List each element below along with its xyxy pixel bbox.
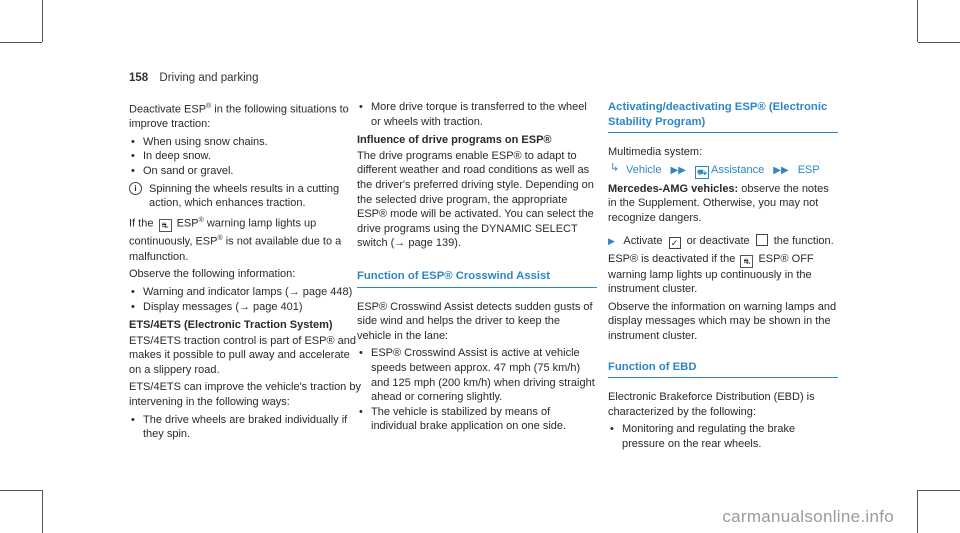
traction-list (357, 100, 597, 129)
crosswind-list (357, 346, 597, 434)
activate-instruction: ▶ Activate ✓ or deactivate the function. (608, 234, 834, 248)
crop-mark (917, 0, 918, 42)
esp-off-paragraph: ESP® is deactivated if the ⛐ ESP® OFF warning lamp lights up continuously in the instrument cluster. (608, 252, 814, 296)
chevron-double-icon: ▶▶ (773, 164, 789, 176)
influence-heading: Influence of drive programs on ESP® (357, 134, 552, 147)
list-item: • ESP® Crosswind Assist is active at vehicle speeds between approx. 47 mph (75 km/h) and 125 mph (200 km/h) when driving straight ahead or cornering slightly. (357, 346, 597, 404)
observe-text: Observe the following information: (129, 268, 296, 281)
action-arrow-icon: ▶ (608, 235, 615, 246)
vehicle-icon: ⛟ (696, 167, 708, 177)
path-esp[interactable]: ESP (797, 163, 820, 176)
warning-paragraph: If the ⛐ ESP® warning lamp lights up continuously, ESP® is not available due to a malfunction. (129, 216, 342, 263)
esp-warning-icon: ⛐ (159, 219, 172, 232)
ets-paragraph-2: ETS/4ETS can improve the vehicle's traction by intervening in the following ways: (129, 381, 361, 409)
multimedia-label: Multimedia system: (608, 146, 703, 159)
list-item: • When using snow chains. (129, 135, 365, 150)
ets-list (129, 413, 365, 442)
crosswind-paragraph: ESP® Crosswind Assist detects sudden gusts of side wind and helps the driver to keep the vehicle in the lane: (357, 300, 593, 342)
crop-mark (918, 490, 960, 491)
path-arrow-icon: ↳ (610, 161, 620, 174)
page-number: 158 (129, 72, 149, 84)
ebd-heading: Function of EBD (608, 360, 838, 379)
checkbox-checked-icon[interactable]: ✓ (669, 237, 681, 249)
observe-paragraph: Observe the information on warning lamps and display messages which may be shown in the instrument cluster. (608, 300, 837, 342)
watermark: carmanualsonline.info (722, 507, 894, 526)
chevron-double-icon: ▶▶ (670, 164, 686, 176)
list-item: • Monitoring and regulating the brake pressure on the rear wheels. (608, 422, 838, 451)
intro-paragraph: Deactivate ESP® in the following situations to improve traction: (129, 103, 349, 131)
esp-off-icon: ⛐ (740, 255, 753, 268)
ebd-list (608, 422, 838, 451)
page-header (129, 72, 258, 84)
info-note: i Spinning the wheels results in a cutting action, which enhances traction. (129, 182, 365, 211)
section-title: Driving and parking (159, 72, 259, 84)
column-3 (608, 100, 838, 455)
crop-mark (42, 0, 43, 42)
ets-paragraph-1: ETS/4ETS traction control is part of ESP® and makes it possible to pull away and accelerate on a slippery road. (129, 334, 356, 376)
info-note-icon: i (129, 182, 142, 195)
path-assistance[interactable]: Assistance (711, 163, 765, 176)
ebd-paragraph: Electronic Brakeforce Distribution (EBD) is characterized by the following: (608, 391, 815, 418)
column-1 (129, 100, 365, 445)
crop-mark (0, 490, 42, 491)
list-item: • In deep snow. (129, 149, 365, 164)
list-item: • The drive wheels are braked individually if they spin. (129, 413, 365, 442)
checkbox-empty-icon[interactable] (756, 234, 768, 246)
crop-mark (917, 490, 918, 533)
reference-list (129, 285, 365, 314)
amg-note: Mercedes-AMG vehicles: observe the notes in the Supplement. Otherwise, you may not recognize dangers. (608, 182, 829, 224)
crosswind-heading: Function of ESP® Crosswind Assist (357, 269, 597, 288)
path-vehicle[interactable]: Vehicle (626, 163, 662, 176)
list-item: • The vehicle is stabilized by means of individual brake application on one side. (357, 405, 597, 434)
page-reference-link[interactable]: • Warning and indicator lamps (→ page 448) (129, 285, 365, 300)
situation-list (129, 135, 365, 179)
menu-path (608, 163, 838, 179)
ets-heading: ETS/4ETS (Electronic Traction System) (129, 319, 333, 332)
crop-mark (0, 42, 42, 43)
list-item: • On sand or gravel. (129, 164, 365, 179)
page-reference-link[interactable]: • Display messages (→ page 401) (129, 300, 365, 315)
list-item: • More drive torque is transferred to the wheel or wheels with traction. (357, 100, 597, 129)
crop-mark (918, 42, 960, 43)
column-2 (357, 100, 597, 437)
esp-activation-heading: Activating/deactivating ESP® (Electronic Stability Program) (608, 100, 838, 133)
crop-mark (42, 490, 43, 533)
influence-paragraph: The drive programs enable ESP® to adapt to different weather and road conditions as well as the driver's preferred driving style. Depending on the selected drive program, the appropriate ESP® mode will be activated. You can select the drive programs using the DYNAMIC SELECT switch (→ page 139). (357, 149, 594, 250)
